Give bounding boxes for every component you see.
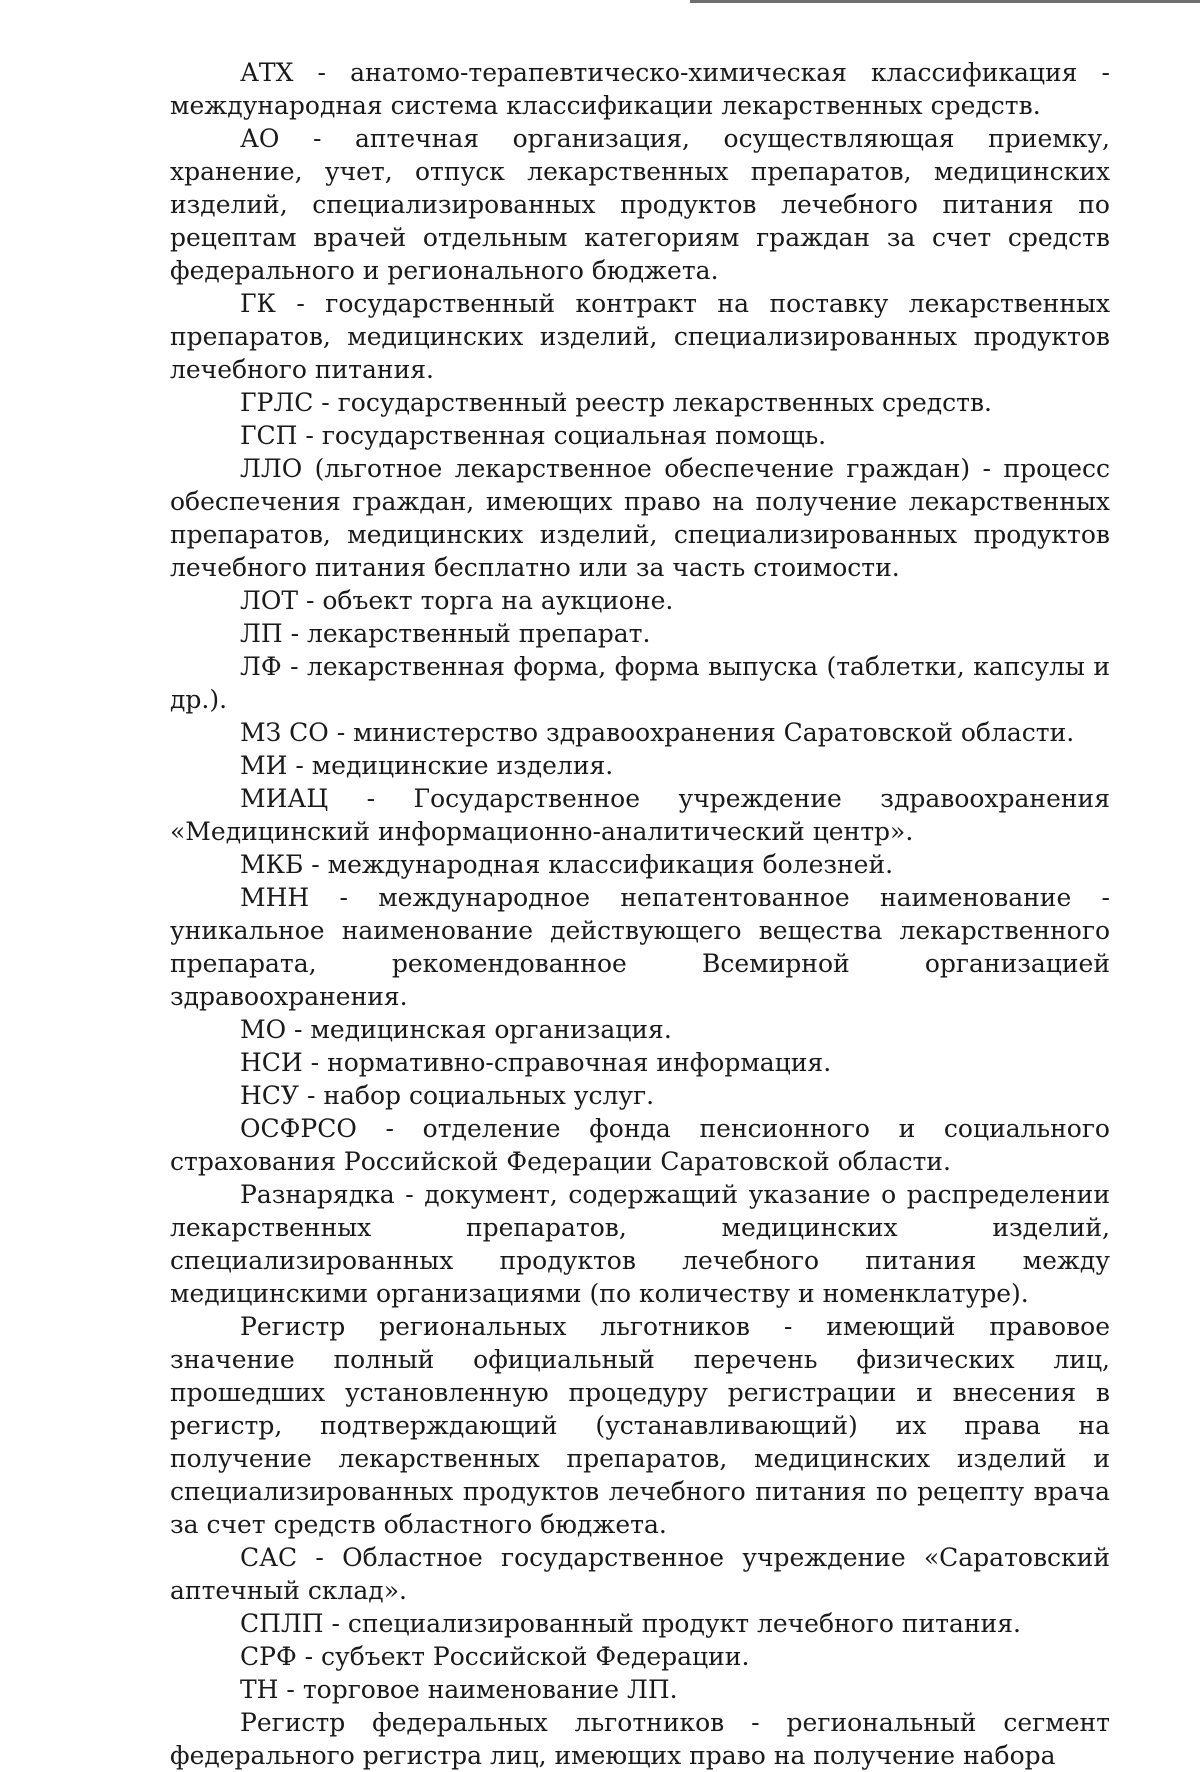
definition-mkb: МКБ - международная классификация болезней. bbox=[240, 850, 894, 879]
definition-lf: ЛФ - лекарственная форма, форма выпуска (таблетки, капсулы и др.). bbox=[170, 652, 1110, 714]
definition-lot: ЛОТ - объект торга на аукционе. bbox=[240, 586, 674, 615]
definition-miac: МИАЦ - Государственное учреждение здравоохранения «Медицинский информационно-аналитический центр». bbox=[170, 784, 1110, 846]
definition-nsi: НСИ - нормативно-справочная информация. bbox=[240, 1048, 832, 1077]
definition-tn: ТН - торговое наименование ЛП. bbox=[240, 1675, 678, 1704]
definition-lp: ЛП - лекарственный препарат. bbox=[240, 619, 651, 648]
definition-llo: ЛЛО (льготное лекарственное обеспечение граждан) - процесс обеспечения граждан, имеющих право на получение лекарственных препаратов, медицинских изделий, специализированных продуктов лечебного питания бесплатно или за часть стоимости. bbox=[170, 454, 1110, 582]
document-page bbox=[170, 56, 1110, 1772]
definition-mo: МО - медицинская организация. bbox=[240, 1015, 672, 1044]
definition-atx: АТХ - анатомо-терапевтическо-химическая классификация - международная система классификации лекарственных средств. bbox=[170, 58, 1110, 120]
definition-grls: ГРЛС - государственный реестр лекарственных средств. bbox=[240, 388, 993, 417]
definition-ao: АО - аптечная организация, осуществляющая приемку, хранение, учет, отпуск лекарственных препаратов, медицинских изделий, специализированных продуктов лечебного питания по рецептам врачей отдельным категориям граждан за счет средств федерального и регионального бюджета. bbox=[170, 124, 1110, 285]
definition-mi: МИ - медицинские изделия. bbox=[240, 751, 614, 780]
definition-srf: СРФ - субъект Российской Федерации. bbox=[240, 1642, 750, 1671]
top-edge-line bbox=[690, 0, 1200, 3]
definition-gk: ГК - государственный контракт на поставку лекарственных препаратов, медицинских изделий, специализированных продуктов лечебного питания. bbox=[170, 289, 1110, 384]
definition-federal-register: Регистр федеральных льготников - региональный сегмент федерального регистра лиц, имеющих право на получение набора bbox=[170, 1708, 1110, 1770]
definition-mz-so: МЗ СО - министерство здравоохранения Саратовской области. bbox=[240, 718, 1075, 747]
definition-nsu: НСУ - набор социальных услуг. bbox=[240, 1081, 655, 1110]
definition-osfrso: ОСФРСО - отделение фонда пенсионного и социального страхования Российской Федерации Саратовской области. bbox=[170, 1114, 1110, 1176]
definition-regional-register: Регистр региональных льготников - имеющий правовое значение полный официальный перечень физических лиц, прошедших установленную процедуру регистрации и внесения в регистр, подтверждающий (устанавливающий) их права на получение лекарственных препаратов, медицинских изделий и специализированных продуктов лечебного питания по рецепту врача за счет средств областного бюджета. bbox=[170, 1312, 1110, 1539]
definition-splp: СПЛП - специализированный продукт лечебного питания. bbox=[240, 1609, 1021, 1638]
definition-mnn: МНН - международное непатентованное наименование - уникальное наименование действующего вещества лекарственного препарата, рекомендованное Всемирной организацией здравоохранения. bbox=[170, 883, 1110, 1011]
definition-sas: САС - Областное государственное учреждение «Саратовский аптечный склад». bbox=[170, 1543, 1110, 1605]
definition-gsp: ГСП - государственная социальная помощь. bbox=[240, 421, 827, 450]
definition-raznaryadka: Разнарядка - документ, содержащий указание о распределении лекарственных препаратов, медицинских изделий, специализированных продуктов лечебного питания между медицинскими организациями (по количеству и номенклатуре). bbox=[170, 1180, 1110, 1308]
